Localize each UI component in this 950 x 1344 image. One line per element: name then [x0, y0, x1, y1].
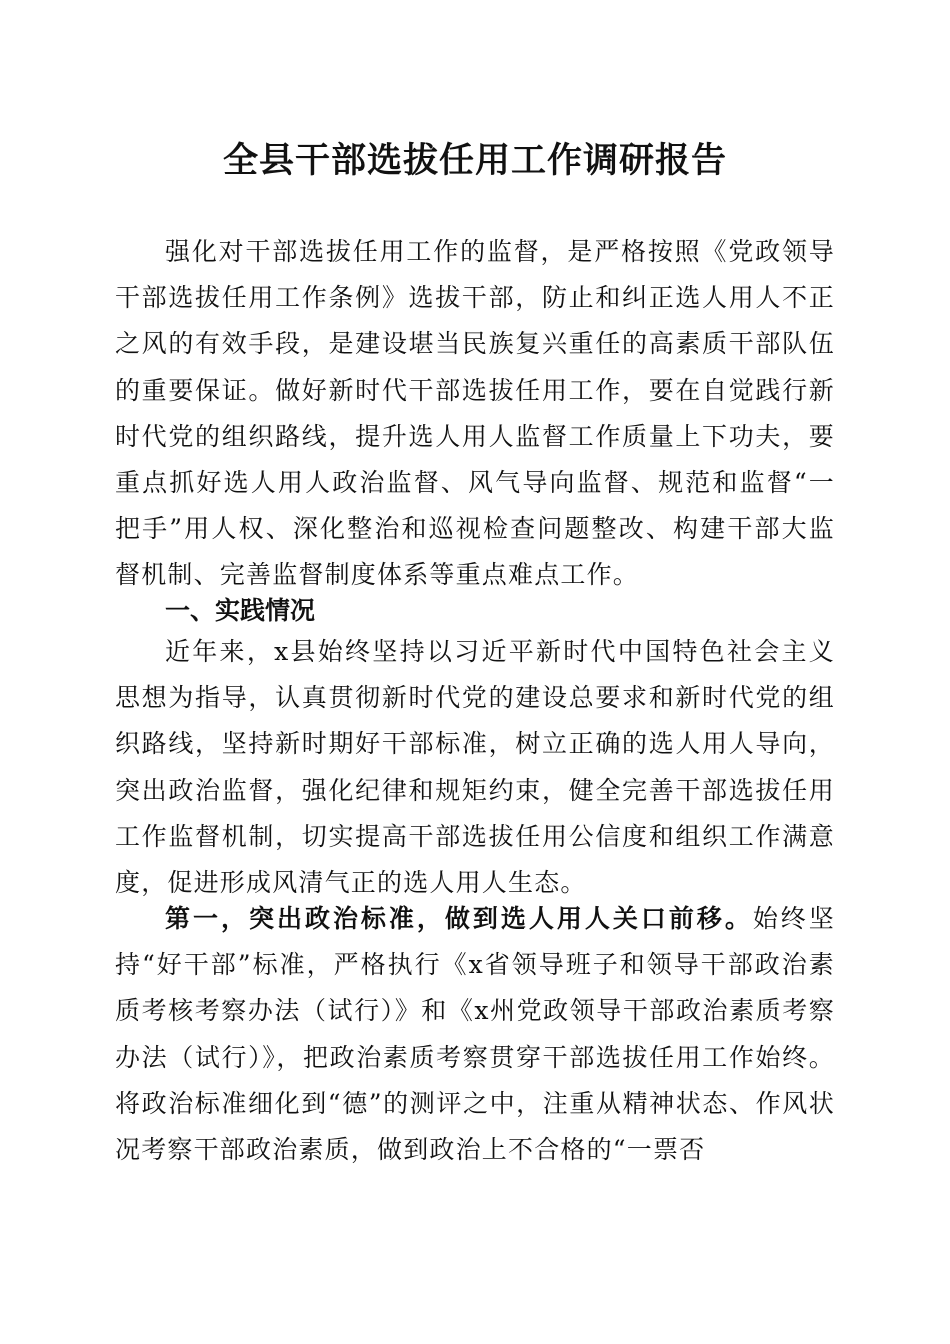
point-lead: 第一，突出政治标准，做到选人用人关口前移。: [165, 904, 753, 933]
section-paragraph: 近年来，x县始终坚持以习近平新时代中国特色社会主义思想为指导，认真贯彻新时代党的建设总要求和新时代党的组织路线，坚持新时期好干部标准，树立正确的选人用人导向，突出政治监督，强化纪律和规矩约束，健全完善干部选拔任用工作监督机制，切实提高干部选拔任用公信度和组织工作满意度，促进形成风清气正的选人用人生态。: [115, 637, 835, 898]
point-paragraph: [115, 896, 835, 1173]
intro-paragraph: 强化对干部选拔任用工作的监督，是严格按照《党政领导干部选拔任用工作条例》选拔干部，防止和纠正选人用人不正之风的有效手段，是建设堪当民族复兴重任的高素质干部队伍的重要保证。做好新时代干部选拔任用工作，要在自觉践行新时代党的组织路线，提升选人用人监督工作质量上下功夫，要重点抓好选人用人政治监督、风气导向监督、规范和监督“一把手”用人权、深化整治和巡视检查问题整改、构建干部大监督机制、完善监督制度体系等重点难点工作。: [115, 237, 835, 590]
point-text: 始终坚持“好干部”标准，严格执行《x省领导班子和领导干部政治素质考核考察办法（试行）》和《x州党政领导干部政治素质考察办法（试行）》，把政治素质考察贯穿干部选拔任用工作始终。将政治标准细化到“德”的测评之中，注重从精神状态、作风状况考察干部政治素质，做到政治上不合格的“一票否: [115, 904, 835, 1165]
document-title: 全县干部选拔任用工作调研报告: [222, 140, 727, 181]
section-heading: 一、实践情况: [165, 596, 316, 625]
